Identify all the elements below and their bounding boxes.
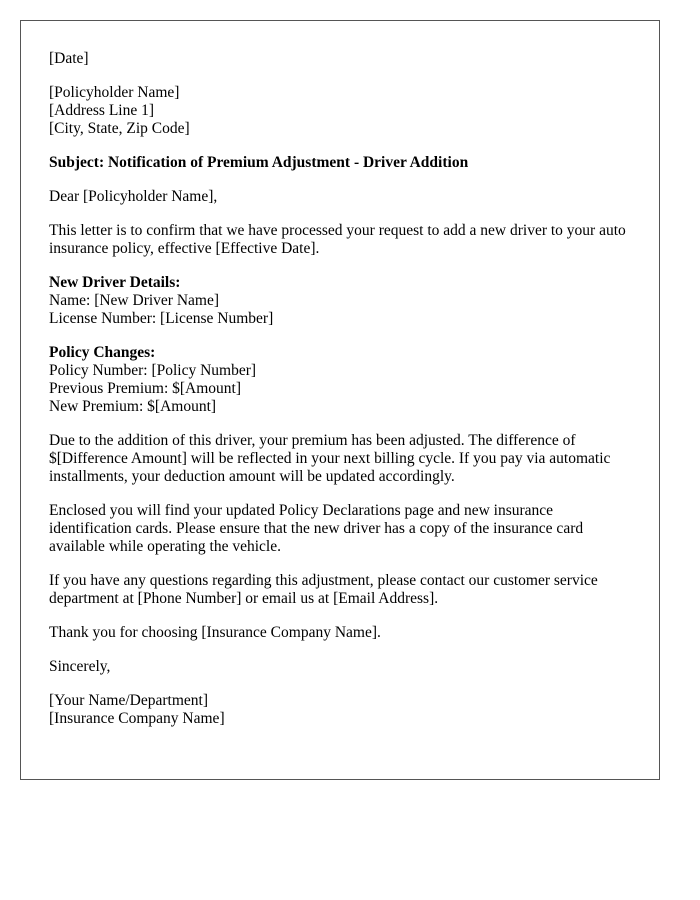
policy-changes-heading: Policy Changes: (49, 344, 156, 361)
letter-page (20, 20, 660, 780)
adjustment-paragraph: Due to the addition of this driver, your premium has been adjusted. The difference of $[Difference Amount] will be reflected in your next billing cycle. If you pay via automatic installments, your deduction amount will be updated accordingly. (49, 432, 611, 485)
policy-number: Policy Number: [Policy Number] (49, 362, 257, 379)
recipient-address-line-1: [Address Line 1] (49, 102, 155, 119)
new-driver-details-section (49, 274, 631, 328)
new-driver-name: Name: [New Driver Name] (49, 292, 219, 309)
recipient-name: [Policyholder Name] (49, 84, 180, 101)
thank-you-line: Thank you for choosing [Insurance Company Name]. (49, 624, 381, 641)
recipient-address-block (49, 84, 631, 138)
salutation: Dear [Policyholder Name], (49, 188, 218, 205)
policy-changes-section (49, 344, 631, 416)
signature-block (49, 692, 631, 728)
intro-paragraph: This letter is to confirm that we have processed your request to add a new driver to your auto insurance policy, effective [Effective Date]. (49, 222, 626, 257)
previous-premium: Previous Premium: $[Amount] (49, 380, 242, 397)
new-driver-details-heading: New Driver Details: (49, 274, 181, 291)
new-premium: New Premium: $[Amount] (49, 398, 217, 415)
recipient-city-state-zip: [City, State, Zip Code] (49, 120, 190, 137)
letter-date: [Date] (49, 50, 89, 67)
questions-paragraph: If you have any questions regarding this adjustment, please contact our customer service department at [Phone Number] or email us at [Email Address]. (49, 572, 598, 607)
new-driver-license-number: License Number: [License Number] (49, 310, 274, 327)
closing: Sincerely, (49, 658, 111, 675)
enclosure-paragraph: Enclosed you will find your updated Policy Declarations page and new insurance identification cards. Please ensure that the new driver has a copy of the insurance card available while operating the vehicle. (49, 502, 584, 555)
letter-subject: Subject: Notification of Premium Adjustment - Driver Addition (49, 154, 469, 171)
signature-name-department: [Your Name/Department] (49, 692, 208, 709)
signature-company: [Insurance Company Name] (49, 710, 225, 727)
